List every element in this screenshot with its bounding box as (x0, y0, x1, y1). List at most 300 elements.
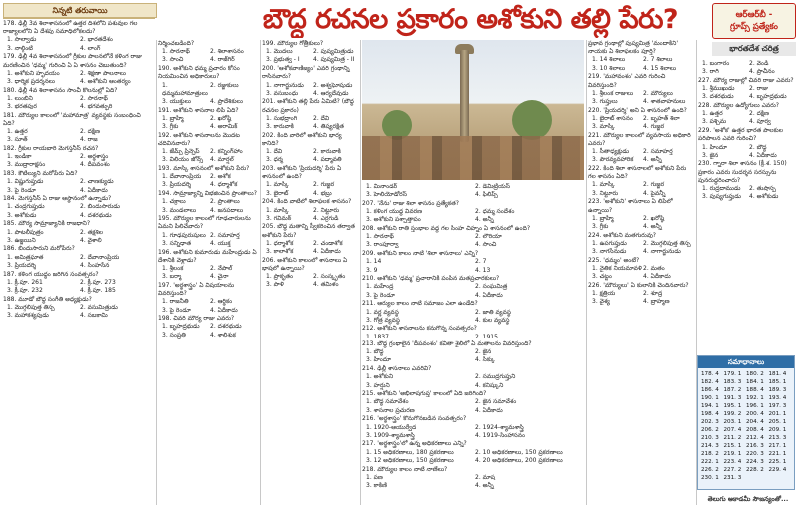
answer-option: 1. బంగారం (702, 60, 730, 67)
answer-option: 3. శాసనాల ప్రచురణ (366, 406, 415, 414)
answer-options (588, 90, 694, 106)
question-text: 179. ఢిల్లీ 4వ శిలాశాసనంలో గ్రీకుల పాలనలోనే కళింగ రాజు మరణించిన 'ధమ్మ' గురించి ఏ ఏ శాసనం చెబుతుంది? (3, 53, 142, 69)
answer-key-entry: 190. 1 (701, 395, 719, 401)
photo-ruins (362, 136, 584, 180)
answer-option: 2. తుషాస్ప (749, 185, 776, 193)
question-item (3, 195, 153, 220)
question-text: 208. అశోకుని రాతి స్తంభాల వద్ద గల సింహ చిహ్నం ఏ శాసనంలో ఉంది? (362, 225, 531, 233)
answer-option: 1. బృహద్రథుడు (162, 323, 200, 331)
answer-option: 3. వైశ్య (592, 298, 610, 306)
answer-option: 4. అన్నీ (475, 216, 494, 224)
question-item (3, 271, 153, 296)
answer-options (3, 229, 153, 245)
answer-option: 4. బృహద్రథుడు (749, 93, 787, 101)
question-item (698, 60, 796, 76)
question-text: 206. అశోకుని కాలంలో శాసనాలు ఏ భాషలో ఉన్నాయి? (262, 256, 348, 272)
answer-options (362, 373, 584, 389)
answer-options (362, 283, 584, 299)
answer-options (262, 273, 360, 289)
question-text: 228. మౌర్యుల ఉద్యోగులు ఎవరు? (698, 102, 779, 110)
answer-option: 1. పణ (366, 473, 383, 481)
question-text: 223. 'అశోకుని' శాసనాలు ఏ లిపిలో ఉన్నాయి? (588, 198, 673, 214)
question-item (158, 249, 258, 282)
answer-options (362, 474, 584, 490)
answer-key-entry: 201. 1 (768, 411, 787, 417)
question-text: 216. 'అర్థశాస్త్రం' కొనుగొనబడిన సంవత్సరం? (362, 415, 467, 423)
answer-option: 3. సాంచి (162, 56, 184, 64)
answer-options (262, 207, 360, 223)
question-item (262, 98, 360, 131)
question-item (698, 77, 796, 102)
answer-options (262, 82, 360, 98)
question-item (362, 250, 584, 275)
question-item (158, 282, 258, 315)
answer-options (362, 309, 584, 325)
answer-option: 4. కుల వ్యవస్థ (475, 316, 510, 324)
question-text: 199. మౌర్యుల గోత్రీకులు? (262, 40, 324, 47)
answer-option: 3. ధార్మిక ప్రదర్శనలు (7, 77, 56, 85)
answer-option: 3. నాల్గింటి (7, 44, 33, 52)
question-item (158, 65, 258, 106)
question-text: 181. మౌర్యుల కాలంలో 'మహామాత్ర' వ్యవస్థకు సంబంధించి ఏది? (3, 111, 141, 127)
answer-option: 3. ఉజ్జయిని (7, 236, 36, 244)
answer-option: 2. క్రీ.పూ. 273 (80, 278, 116, 286)
answer-key-entry: 196. 1 (746, 403, 764, 409)
question-text: 204. కింది వాటిలో శిలాఫలక శాసనం? (262, 198, 352, 206)
question-item (158, 132, 258, 165)
answer-option: 3. మండలాలు (162, 206, 197, 214)
answer-option: 1. 15 అధికరణాలు, 180 ప్రకరణాలు (366, 448, 454, 456)
answer-option: 2. బౌద్ధ (749, 143, 767, 151)
answer-option: 3. పౌరవ్యవహారిక (592, 156, 634, 164)
question-column (362, 340, 584, 505)
answer-options (158, 232, 258, 248)
answer-key-entry: 209. 1 (768, 427, 787, 433)
question-item (362, 225, 584, 250)
answer-option: 1. బ్రాహ్మి (592, 214, 614, 222)
answer-options (158, 173, 258, 189)
answer-option: 4. ధర్మాశోక (210, 181, 238, 189)
question-item (362, 340, 584, 365)
answer-option: 3. గుప్తులు (592, 97, 618, 105)
question-text: 209. అశోకుని కాలం నాటి 'శిలా శాసనాలు' ఎన్ని? (362, 250, 479, 258)
answer-key-entry: 211. 2 (723, 435, 742, 441)
answer-key-entry: 193. 4 (768, 395, 787, 401)
answer-option: 3. ముద్రారాక్షసం (7, 161, 46, 169)
answer-option: 3. పై రెండూ (366, 291, 395, 299)
answer-option: 2. దశరథుడు (210, 323, 242, 331)
answer-option: 4. తిష్యరక్షిత (313, 123, 344, 131)
answer-option: 3. ధర్మ (266, 156, 283, 164)
answer-option: 1. సారనాథ్ (162, 48, 190, 56)
answer-option: 1. హిందూ (702, 143, 728, 151)
answer-option: 1. మినాండర్ (366, 183, 398, 190)
answer-option: 1. బ్రాహ్మి (162, 114, 184, 122)
answer-option: 2. డెమిట్రియస్ (475, 183, 510, 190)
question-item (262, 40, 360, 65)
answer-option: 3. భరతపుర (7, 103, 37, 111)
answer-option: 2. దేవానాంప్రియ (80, 253, 120, 261)
answer-options (158, 323, 258, 339)
question-item (588, 282, 694, 307)
exam-badge (712, 3, 796, 39)
question-text: 210. అశోకుని 'ధమ్మ' ప్రచారానికి పంపిన మతప్రచారకులు? (362, 275, 500, 283)
answer-option: 2. సమాహర్త (643, 148, 673, 156)
answer-option: 2. బృహత్ శిలా (643, 114, 680, 122)
question-item (362, 275, 584, 300)
answer-option: 1. నైతిక నియమావళి (592, 264, 642, 272)
answer-key-entry: 213. 3 (768, 435, 787, 441)
question-item (3, 296, 153, 321)
answer-key-grid (698, 368, 794, 484)
answer-key-entry: 218. 2 (701, 451, 719, 457)
answer-option: 3. రాంపూర్వా (366, 241, 399, 249)
answer-options (362, 233, 584, 249)
question-text: 214. ఢిల్లీ శాసనాలు ఎవరివి? (362, 365, 432, 373)
question-item (588, 257, 694, 282)
answer-key-entry: 228. 2 (746, 467, 764, 473)
answer-key-entry: 191. 3 (723, 395, 742, 401)
column-divider (586, 40, 587, 505)
answer-option: 3. యుక్తులు (162, 97, 191, 105)
question-item (3, 112, 153, 145)
question-item (588, 232, 694, 257)
answer-option: 1. కళింగ యుద్ధ వివరణ (366, 208, 423, 216)
answer-key-entry: 210. 3 (701, 435, 719, 441)
answer-key-entry: 223. 4 (723, 459, 742, 465)
answer-options (158, 148, 258, 164)
question-column (3, 20, 153, 505)
answer-option: 1. చంద్రగుప్తుడు (7, 203, 45, 211)
question-text: నిర్మించబడింది? (158, 40, 195, 47)
answer-option: 1. వర్ణ వ్యవస్థ (366, 308, 399, 316)
question-item (362, 365, 584, 390)
answer-options (3, 178, 153, 194)
answer-option: 2. సమాహర్త (210, 231, 240, 239)
answer-key-entry: 231. 3 (723, 475, 742, 481)
question-text: 197. 'అర్థశాస్త్రం' ఏ విషయాలను వివరిస్తుంది? (158, 281, 235, 298)
question-item (262, 257, 360, 290)
answer-key-entry: 194. 1 (701, 403, 719, 409)
badge-line-1: ఆర్ఆర్‌బీ - (735, 10, 773, 20)
answer-options (698, 185, 796, 201)
answer-option: 3. ప్రభుత్వ - I (266, 56, 300, 64)
answer-option: 4. దశరథుడు (80, 211, 112, 219)
answer-option: 4. ఆర్యదేవుడు (313, 89, 349, 97)
answer-option: 3. చట్టం (592, 273, 612, 281)
answer-option: 1. విష్ణుగుప్తుడు (7, 178, 44, 186)
answer-options (588, 290, 694, 306)
answer-option: 4. పైవన్నీ (643, 189, 666, 197)
answer-option: 3. రాగి (702, 68, 719, 76)
answer-key-entry: 189. 3 (768, 387, 787, 393)
answer-option: 1. క్రీ.పూ. 261 (7, 278, 43, 286)
answer-key-entry: 178. 4 (701, 371, 719, 377)
answer-option: 4. పద్మావతి (313, 156, 342, 164)
answer-key-entry: 226. 2 (701, 467, 719, 473)
question-column (158, 40, 258, 505)
question-item (362, 466, 584, 491)
answer-options (588, 115, 694, 131)
answer-option: 1. మహేంద్ర (366, 283, 394, 291)
courtesy-note: తెలుగు అకాడమీ సౌజన్యంతో... (707, 495, 789, 503)
question-text: 195. మౌర్యుల కాలంలో గూఢచారులను ఏమని పిలిచేవారు? (158, 215, 251, 231)
answer-options (362, 348, 584, 364)
question-item (362, 415, 584, 440)
answer-option: 4. రాజ (80, 136, 98, 144)
answer-option: 4. బ్రాహ్మణ (643, 298, 670, 306)
question-text: 229. 'అశోక' ఉత్తర భారత పాలకుల పరిపాలన ఎవరి గురించి? (698, 127, 783, 143)
answer-option: 2. లౌరియా (475, 233, 502, 241)
question-text: 230. గ్నారా శిలా శాసనం (క్రీ.శ. 150) ప్రకారం ఎవరు సుదర్శన సరస్సును పునరుద్ధరించారు? (698, 160, 787, 184)
answer-option: 3. 9 (366, 266, 378, 274)
answer-options (3, 304, 153, 320)
answer-key-entry (769, 474, 792, 482)
answer-options (698, 60, 796, 76)
answer-option: 4. రాజ్‌గిర్ (210, 56, 235, 64)
question-item (698, 160, 796, 201)
column-divider (260, 40, 261, 505)
question-item (3, 87, 153, 112)
answer-option: 1. మాస్కి (592, 181, 615, 189)
answer-option: 4. ఏదీకాదు (475, 291, 503, 299)
answer-key-entry: 195. 1 (723, 403, 742, 409)
answer-option: 2. కన్నింగ్‌హాం (210, 148, 243, 156)
answer-options (362, 424, 584, 440)
answer-key-entry: 229. 4 (768, 467, 787, 473)
answer-options (3, 279, 153, 295)
answer-option: 1. చక్రాలు (162, 198, 186, 206)
badge-line-2: గ్రూప్స్ ప్రత్యేకం (730, 22, 778, 32)
answer-option: 1. ఇండికా (7, 153, 32, 161)
answer-key-entry: 200. 4 (746, 411, 764, 417)
answer-option: 4. కనిష్కుని (475, 381, 504, 389)
answer-options (262, 240, 360, 256)
answer-option: 2. చాణక్యుడు (80, 178, 114, 186)
answer-option: 2. దక్షిణ (749, 110, 769, 118)
answer-option: 3. ప్రియదర్శి (7, 261, 37, 269)
question-text: 180. ఢిల్లీ 4వ శిలాశాసనం సాంచీ కొలనుల్లో ఏది? (3, 86, 118, 94)
answer-option: 1. ధమ్మమహామాత్రులు (162, 81, 208, 97)
answer-option: 2. అశోక (210, 173, 231, 181)
answer-option: 2. 7 శిలాలు (643, 56, 673, 64)
question-text: 222. కింది శిలా శాసనాలలో అశోకుని పేరు గల శాసనం ఏది? (588, 165, 687, 181)
answer-option: 4. భగవత్ఫురి (80, 103, 113, 111)
answer-option: 3. గవిమఠ్ (266, 214, 292, 222)
answer-options (698, 85, 796, 101)
answer-option: 2. వసుమిత్రుడు (80, 303, 118, 311)
answer-option: 4. వైశాలి (80, 236, 102, 244)
answer-option: 1. రుద్రదాముడు (702, 185, 741, 193)
answer-option: 2. ఆర్థికం (210, 298, 233, 306)
answer-options (158, 115, 258, 131)
answer-key-entry: 186. 4 (701, 387, 719, 393)
answer-options (588, 148, 694, 164)
answer-key-entry: 227. 2 (723, 467, 742, 473)
answer-option: 4. ఎర్రగుడి (313, 214, 339, 222)
question-item (698, 127, 796, 160)
answer-options (362, 183, 584, 199)
answer-option: 2. జైన (475, 348, 492, 356)
answer-options (362, 258, 584, 274)
answer-option: 3. జైన (702, 151, 719, 159)
answer-option: 1. అశోకుని హృదయం (7, 69, 60, 77)
answer-option: 4. పుష్యమిత్ర - II (313, 56, 355, 64)
question-item (158, 315, 258, 340)
answer-option: 2. అశ్వఘోషుడు (313, 81, 353, 89)
pillar-shaft (460, 50, 469, 142)
answer-key-entry: 207. 4 (723, 427, 742, 433)
answer-option: 3. నిట్టూరు (592, 189, 619, 197)
answer-key-entry: 199. 2 (723, 411, 742, 417)
answer-option: 3. 1909-శ్యామశాస్త్రి (366, 431, 415, 439)
answer-option: 2. 1915 (475, 333, 498, 338)
answer-option: 4. ఏదీకాదు (749, 151, 777, 159)
answer-option: 1. 14 శిలాలు (592, 56, 626, 64)
question-text: 213. బౌద్ధ గ్రంథాలైన 'దీపవంశం' కవితా శైలిలో ఏ మతాలను వివరిస్తుంది? (362, 340, 532, 347)
answer-option: 2. జైన సమావేశం (475, 398, 517, 406)
answer-key-entry: 224. 3 (746, 459, 764, 465)
answer-option: 4. సాంచి (475, 241, 497, 249)
answer-key-entry: 214. 3 (701, 443, 719, 449)
answer-option: 2. నేపాల్ (210, 264, 233, 272)
answer-option: 2. దేవి (313, 114, 330, 122)
question-item (3, 53, 153, 86)
question-text: 226. 'మౌర్యులు' ఏ కులానికి చెందినవారు? (588, 281, 689, 289)
question-text: 225. 'ధమ్మం' అంటే? (588, 256, 640, 264)
answer-option: 2. ఖరోష్ఠి (643, 214, 665, 222)
answer-option: 1. శ్రీముఖుడు (702, 85, 735, 93)
answer-option: 3. పశ్చిమ (702, 118, 727, 126)
answer-key-entry: 180. 2 (746, 371, 764, 377)
question-text: 187. కళింగ యుద్ధం జరిగిన సంవత్సరం? (3, 270, 99, 278)
column-divider (360, 40, 361, 505)
answer-key-box (697, 355, 795, 490)
question-text: 207. 'నేను' రాజు శిలా శాసనం ప్రత్యేకత? (362, 199, 459, 207)
answer-option: 3. బైరాట్ (266, 189, 289, 197)
answer-option: 4. 15 శిలాలు (643, 64, 677, 72)
answer-option: 2. మాష (475, 473, 495, 481)
question-text: 184. మెగస్తనీస్ ఏ రాజు ఆస్థానంలో ఉన్నాడు? (3, 195, 112, 203)
answer-option: 2. జాతి వ్యవస్థ (475, 308, 511, 316)
answer-option: 1. సుభద్రాంగి (266, 114, 298, 122)
answer-option: 1. 14 (366, 258, 382, 266)
answer-option: 2. చండాశోక (313, 239, 343, 247)
answer-key-entry: 215. 1 (723, 443, 742, 449)
question-text: 191. అశోకుని శాసనాల లిపి ఏది? (158, 106, 239, 114)
answer-option: 1. దేవి (266, 148, 283, 156)
question-text: 219. 'మహావంశం' ఎవరి గురించి వివరిస్తుంది? (588, 73, 666, 89)
answer-option: 4. ఏదీకాదు (210, 306, 238, 314)
answer-option: 2. 10 అధికరణాలు, 150 ప్రకరణాలు (475, 448, 563, 456)
answer-option: 4. శాలిశుక (210, 331, 236, 339)
answer-option: 3. బర్మా (162, 273, 182, 281)
question-item (158, 190, 258, 215)
answer-option: 4. పూర్వ (749, 118, 771, 126)
answer-options (588, 56, 694, 72)
question-text: 186. బిందుసారుని మరోపేరు? (3, 245, 75, 253)
answer-option: 3. గ్రీకు (592, 222, 609, 230)
answer-option: 4. ఏదీకాదు (313, 248, 341, 256)
question-item (262, 165, 360, 198)
answer-option: 1. మొగ్గలిపుత్త తిస్స (7, 303, 55, 311)
question-item (262, 132, 360, 165)
answer-option: 2. 1924-శ్యామశాస్త్రి (475, 423, 524, 431)
question-text: 217. 'అర్థశాస్త్రం'లో ఉన్న అధికరణాలు ఎన్ని? (362, 440, 467, 448)
answer-key-entry: 217. 1 (768, 443, 787, 449)
answer-options (362, 449, 584, 465)
answer-option: 1. ఉత్తర (702, 110, 723, 118)
answer-option: 4. జనపదాలు (210, 206, 244, 214)
answer-key-entry: 182. 4 (701, 379, 719, 385)
question-item (158, 215, 258, 248)
answer-option: 4. సబకామి (80, 312, 108, 320)
answer-option: 1. క్షత్రియ (592, 290, 616, 298)
question-text: 183. కౌటిల్యుని మరోపేరు ఏది? (3, 170, 78, 178)
answer-option: 3. ప్రియదర్శి (162, 181, 192, 189)
answer-option: 2. వెండి (749, 60, 769, 67)
answer-option: 4. మార్షల్ (210, 156, 234, 164)
answer-option: 1. లుంబిని (7, 94, 33, 102)
answer-option: 1. ఉత్తర (7, 128, 28, 136)
answer-option: 1. ధర్మాశోక (266, 239, 294, 247)
answer-option: 2. కారువాకి (313, 148, 341, 156)
answer-option: 2. సముద్రగుప్తుని (475, 373, 516, 381)
answer-options (588, 265, 694, 281)
question-item (262, 223, 360, 256)
answer-option: 4. ప్రాచీనం (749, 68, 775, 76)
question-column (588, 40, 694, 505)
answer-option: 4. భబ్రు (313, 189, 332, 197)
answer-option: 2. సారనాథ్ (80, 94, 108, 102)
answer-option: 3. వసుబంధు (266, 89, 299, 97)
answer-options (3, 36, 153, 52)
answer-option: 2. గుజ్జర (313, 181, 335, 189)
question-text: 220. 'ప్రియదర్శి' అని ఏ శాసనంలో ఉంది? (588, 106, 687, 114)
question-item (158, 165, 258, 190)
answer-option: 4. దీపవంశం (80, 161, 110, 169)
answer-options (158, 82, 258, 107)
answer-options (158, 298, 258, 314)
answer-option: 1. అమిత్రఘాత (7, 253, 44, 261)
answer-option: 3. హెలియోడోరస్ (366, 191, 407, 199)
answer-key-entry: 183. 3 (723, 379, 742, 385)
question-item (362, 200, 584, 225)
question-item (588, 165, 694, 198)
answer-option: 1. బౌద్ధ సమావేశం (366, 398, 409, 406)
answer-option: 4. ఏదీకాదు (475, 406, 503, 414)
answer-option: 2. సంస్కృతం (313, 273, 346, 281)
answer-option: 4. తమిళం (313, 281, 339, 289)
answer-option: 3. పుష్యగుప్తుడు (702, 193, 741, 201)
answer-option: 4. ప్రాదేశికులు (210, 97, 243, 105)
answer-option: 2. రజ్జుకులు (210, 81, 239, 89)
answer-option: 4. క్రీ.పూ. 185 (80, 287, 116, 294)
answer-option: 3. పై రెండూ (162, 306, 191, 314)
answer-key-entry: 185. 1 (768, 379, 787, 385)
answer-option: 3. కాకిణి (366, 481, 387, 489)
answer-option: 2. శిలాశాసనం (210, 48, 244, 56)
answer-option: 1. రాజనీతి (162, 298, 189, 306)
answer-options (158, 48, 258, 64)
answer-option: 2. పుష్యమిత్రుడు (313, 48, 354, 56)
answer-option: 1. శ్రీలంక రాజులు (592, 89, 634, 97)
answer-option: 3. గోత్ర వ్యవస్థ (366, 316, 400, 324)
answer-option: 3. సంప్రతి (162, 331, 186, 339)
question-item (588, 132, 694, 165)
question-text: 202. కింది వారిలో అశోకుని భార్య కానిది? (262, 131, 342, 147)
answer-options (3, 95, 153, 111)
